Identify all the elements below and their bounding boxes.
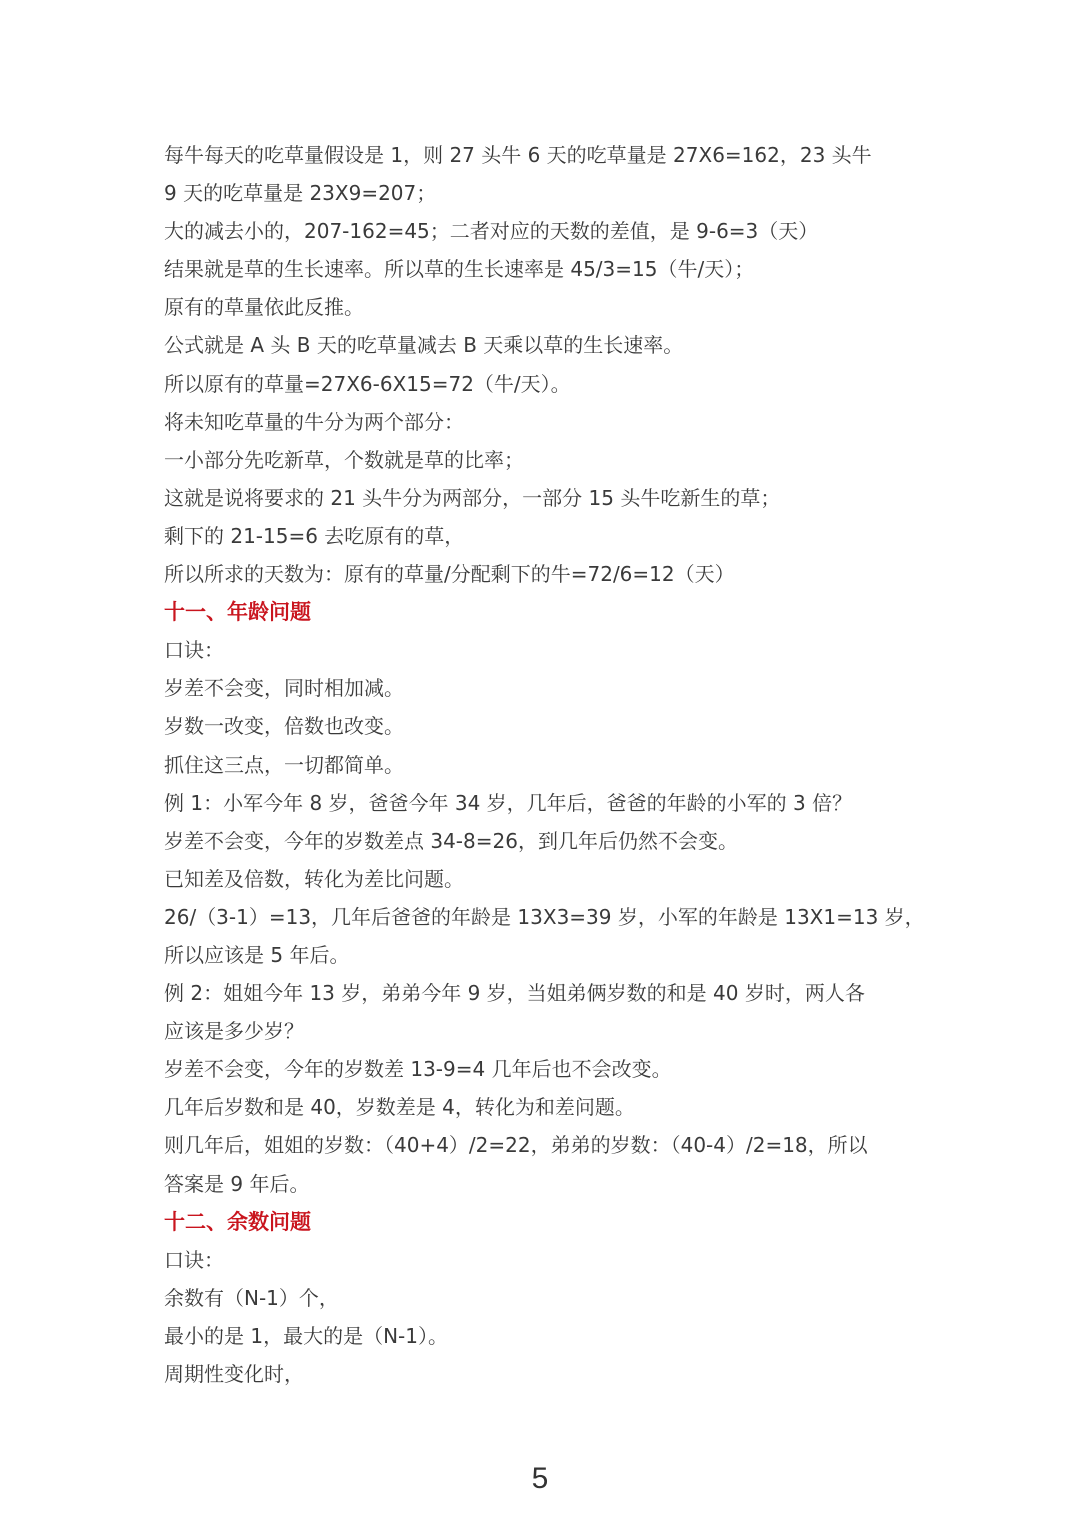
document-body (164, 136, 944, 1393)
text-line: 岁差不会变，同时相加减。 (164, 676, 404, 701)
text-line: 这就是说将要求的 21 头牛分为两部分，一部分 15 头牛吃新生的草； (164, 485, 781, 510)
text-line: 一小部分先吃新草，个数就是草的比率； (164, 447, 524, 472)
text-line: 每牛每天的吃草量假设是 1，则 27 头牛 6 天的吃草量是 27X6=162，23 头牛 (164, 143, 872, 167)
text-line: 公式就是 A 头 B 天的吃草量减去 B 天乘以草的生长速率。 (164, 333, 684, 358)
text-line: 则几年后，姐姐的岁数：（40+4）/2=22，弟弟的岁数：（40-4）/2=18，所以 (164, 1133, 868, 1158)
text-line: 例 1：小军今年 8 岁，爸爸今年 34 岁，几年后，爸爸的年龄的小军的 3 倍？ (164, 790, 853, 815)
text-line: 结果就是草的生长速率。所以草的生长速率是 45/3=15（牛/天）； (164, 257, 755, 282)
text-line: 26/（3-1）=13，几年后爸爸的年龄是 13X3=39 岁，小军的年龄是 13X1=13 岁， (164, 904, 925, 929)
text-line: 原有的草量依此反推。 (164, 295, 364, 320)
text-line: 答案是 9 年后。 (164, 1171, 310, 1196)
text-line: 应该是多少岁？ (164, 1019, 304, 1044)
text-line: 岁数一改变，倍数也改变。 (164, 714, 404, 739)
text-line: 大的减去小的，207-162=45；二者对应的天数的差值，是 9-6=3（天） (164, 219, 819, 244)
text-line: 周期性变化时， (164, 1362, 304, 1386)
text-line: 所以原有的草量=27X6-6X15=72（牛/天）。 (164, 371, 571, 396)
text-line: 例 2：姐姐今年 13 岁，弟弟今年 9 岁，当姐弟俩岁数的和是 40 岁时，两人各 (164, 981, 865, 1006)
text-line: 岁差不会变，今年的岁数差 13-9=4 几年后也不会改变。 (164, 1057, 672, 1082)
text-line: 所以应该是 5 年后。 (164, 942, 350, 967)
page-number: 5 (531, 1462, 549, 1495)
text-line: 所以所求的天数为：原有的草量/分配剩下的牛=72/6=12（天） (164, 562, 735, 587)
text-line: 9 天的吃草量是 23X9=207； (164, 181, 437, 206)
text-line: 将未知吃草量的牛分为两个部分： (164, 409, 464, 434)
text-line: 岁差不会变，今年的岁数差点 34-8=26，到几年后仍然不会变。 (164, 828, 738, 853)
text-line: 剩下的 21-15=6 去吃原有的草， (164, 523, 465, 548)
text-line: 几年后岁数和是 40，岁数差是 4，转化为和差问题。 (164, 1095, 635, 1120)
text-line: 已知差及倍数，转化为差比问题。 (164, 866, 464, 891)
text-line: 口诀： (164, 638, 224, 663)
text-line: 口诀： (164, 1247, 224, 1272)
section-heading: 十二、余数问题 (164, 1209, 311, 1234)
text-line: 最小的是 1，最大的是（N-1）。 (164, 1323, 448, 1348)
text-line: 余数有（N-1）个， (164, 1285, 339, 1310)
text-line: 抓住这三点，一切都简单。 (164, 752, 404, 777)
section-heading: 十一、年龄问题 (164, 600, 311, 625)
